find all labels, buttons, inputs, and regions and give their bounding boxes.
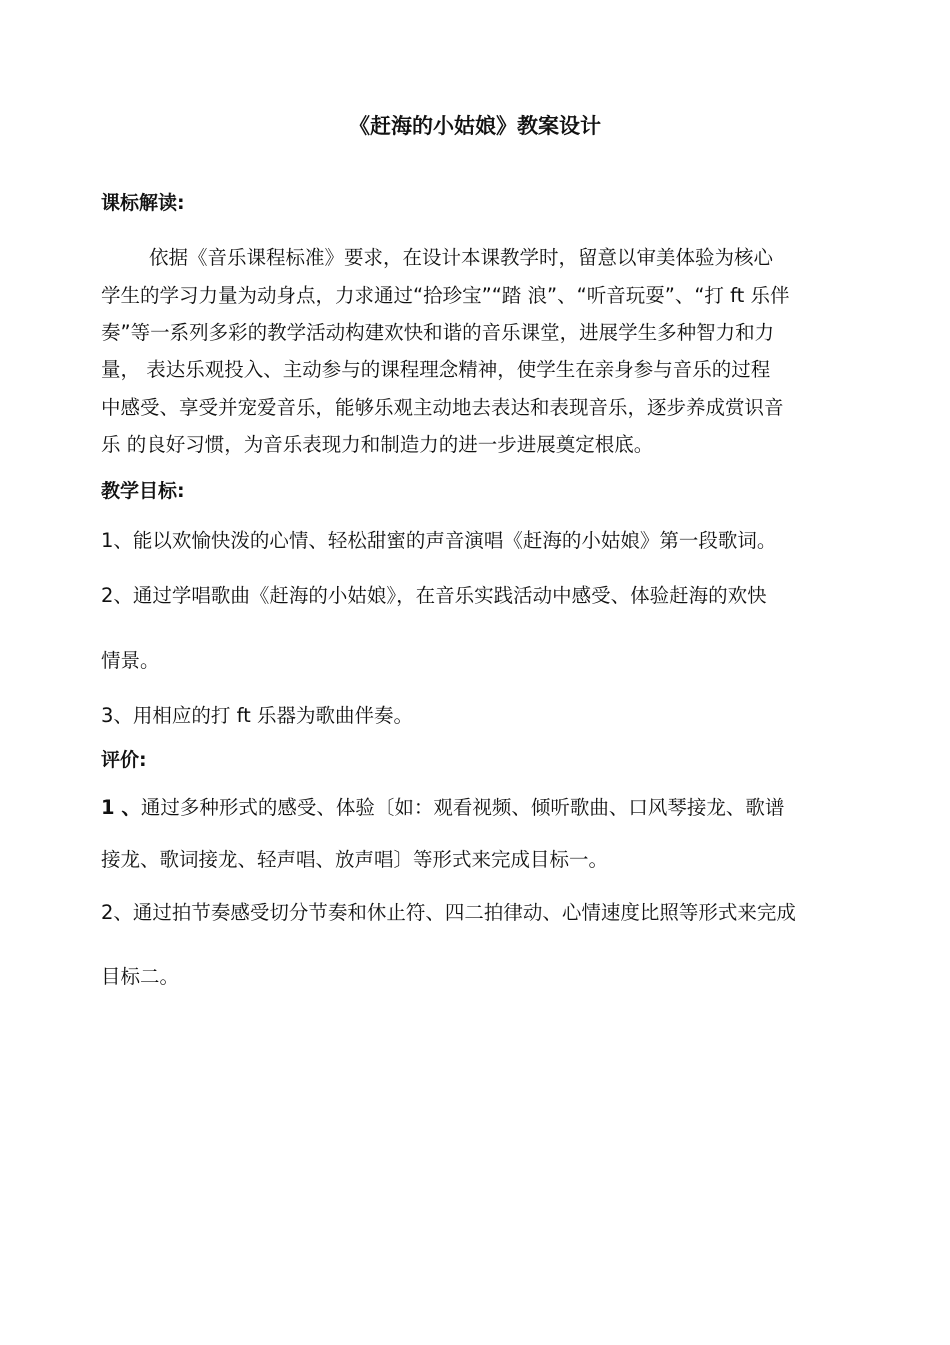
evaluation-item-1-text: 通过多种形式的感受、体验〔如：观看视频、倾听歌曲、口风琴接龙、歌谱 — [140, 796, 785, 819]
standard-paragraph-line: 量， 表达乐观投入、主动参与的课程理念精神，使学生在亲身参与音乐的过程 — [101, 358, 771, 381]
standard-paragraph-line: 中感受、享受并宠爱音乐，能够乐观主动地去表达和表现音乐，逐步养成赏识音 — [101, 396, 784, 419]
evaluation-item-2-continuation: 目标二。 — [101, 965, 180, 988]
standard-paragraph-line: 学生的学习力量为动身点，力求通过“拾珍宝”“踏 浪”、“听音玩耍”、“打 ft 乐伴 — [101, 284, 790, 307]
evaluation-item-2: 2、通过拍节奏感受切分节奏和休止符、四二拍律动、心情速度比照等形式来完成 — [101, 901, 796, 924]
goal-item-3: 3、用相应的打 ft 乐器为歌曲伴奏。 — [101, 704, 413, 727]
evaluation-item-1 — [101, 793, 784, 823]
section-heading-evaluation: 评价: — [101, 749, 147, 771]
document-title: 《赶海的小姑娘》教案设计 — [349, 114, 601, 138]
evaluation-item-1-continuation: 接龙、歌词接龙、轻声唱、放声唱〕等形式来完成目标一。 — [101, 848, 609, 871]
goal-item-2-continuation: 情景。 — [101, 649, 160, 672]
standard-paragraph-line: 奏”等一系列多彩的教学活动构建欢快和谐的音乐课堂，进展学生多种智力和力 — [101, 321, 775, 344]
section-heading-standard: 课标解读: — [101, 192, 185, 214]
standard-paragraph-line: 乐 的良好习惯，为音乐表现力和制造力的进一步进展奠定根底。 — [101, 433, 654, 456]
section-heading-goals: 教学目标: — [101, 480, 185, 502]
standard-paragraph-line: 依据《音乐课程标准》要求，在设计本课教学时，留意以审美体验为核心 — [149, 246, 774, 269]
evaluation-item-1-number: 1 、 — [101, 796, 141, 819]
goal-item-1: 1、能以欢愉快泼的心情、轻松甜蜜的声音演唱《赶海的小姑娘》第一段歌词。 — [101, 529, 777, 552]
goal-item-2: 2、通过学唱歌曲《赶海的小姑娘》，在音乐实践活动中感受、体验赶海的欢快 — [101, 584, 767, 607]
